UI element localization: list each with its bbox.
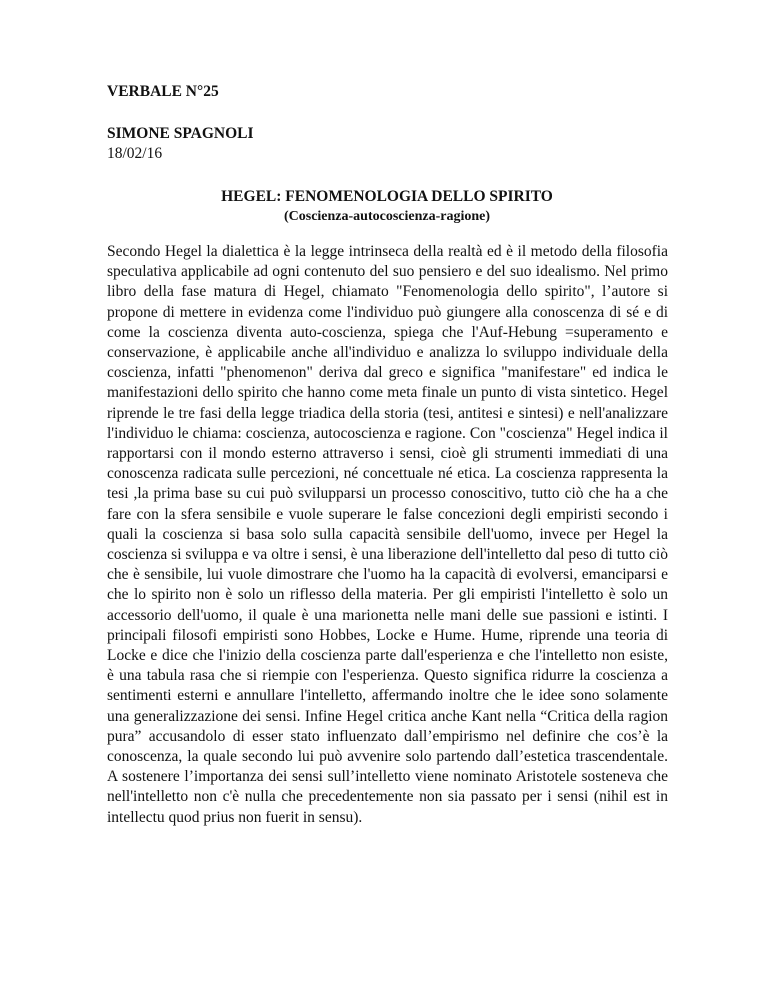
document-title: HEGEL: FENOMENOLOGIA DELLO SPIRITO — [221, 188, 553, 205]
body-paragraph: Secondo Hegel la dialettica è la legge intrinseca della realtà ed è il metodo della filosofia speculativa applicabile ad ogni contenuto del suo pensiero e del suo idealismo. Nel primo libro della fase matura di Hegel, chiamato "Fenomenologia dello spirito", l’autore si propone di mettere in evidenza come l'individuo può giungere alla conoscenza di sé e di come la coscienza diventa auto-coscienza, spiega che l'Auf-Hebung =superamento e conservazione, è applicabile anche all'individuo e analizza lo sviluppo individuale della coscienza, infatti "phenomenon" deriva dal greco e significa "manifestare" ed indica le manifestazioni dello spirito che hanno come meta finale un punto di vista sintetico. Hegel riprende le tre fasi della legge triadica della storia (tesi, antitesi e sintesi) e nell'analizzare l'individuo le chiama: coscienza, autocoscienza e ragione. Con "coscienza" Hegel indica il rapportarsi con il mondo esterno attraverso i sensi, cioè gli strumenti immediati di una conoscenza radicata sulle percezioni, né concettuale né etica. La coscienza rappresenta la tesi ,la prima base su cui può svilupparsi un processo conoscitivo, tutto ciò che ha a che fare con la sfera sensibile e vuole superare le false concezioni degli empiristi secondo i quali la coscienza si basa solo sulla capacità sensibile dell'uomo, invece per Hegel la coscienza si sviluppa e va oltre i sensi, è una liberazione dell'intelletto dal peso di tutto ciò che è sensibile, lui vuole dimostrare che l'uomo ha la capacità di evolversi, emanciparsi e che lo spirito non è solo un riflesso della materia. Per gli empiristi l'intelletto è solo un accessorio dell'uomo, il quale è una marionetta nelle mani delle sue passioni e istinti. I principali filosofi empiristi sono Hobbes, Locke e Hume. Hume, riprende una teoria di Locke e dice che l'inizio della coscienza parte dall'esperienza e che l'intelletto non esiste, è una tabula rasa che si riempie con l'esperienza. Questo significa ridurre la coscienza a sentimenti esterni e annullare l'intelletto, affermando inoltre che le idee sono solamente una generalizzazione dei sensi. Infine Hegel critica anche Kant nella “Critica della ragion pura” accusandolo di esser stato influenzato dall’empirismo nel definire che cos’è la conoscenza, la quale secondo lui può avvenire solo partendo dall’estetica trascendentale. A sostenere l’importanza dei sensi sull’intelletto viene nominato Aristotele sosteneva che nell'intelletto non c'è nulla che precedentemente non sia passato per i sensi (nihil est in intellectu quod prius non fuerit in sensu). — [107, 243, 668, 826]
document-subtitle: (Coscienza-autocoscienza-ragione) — [283, 209, 491, 224]
author-name: SIMONE SPAGNOLI — [107, 125, 254, 142]
document-header — [107, 82, 667, 164]
document-label: VERBALE N°25 — [107, 83, 219, 100]
document-date: 18/02/16 — [107, 145, 163, 162]
title-block — [107, 187, 667, 227]
